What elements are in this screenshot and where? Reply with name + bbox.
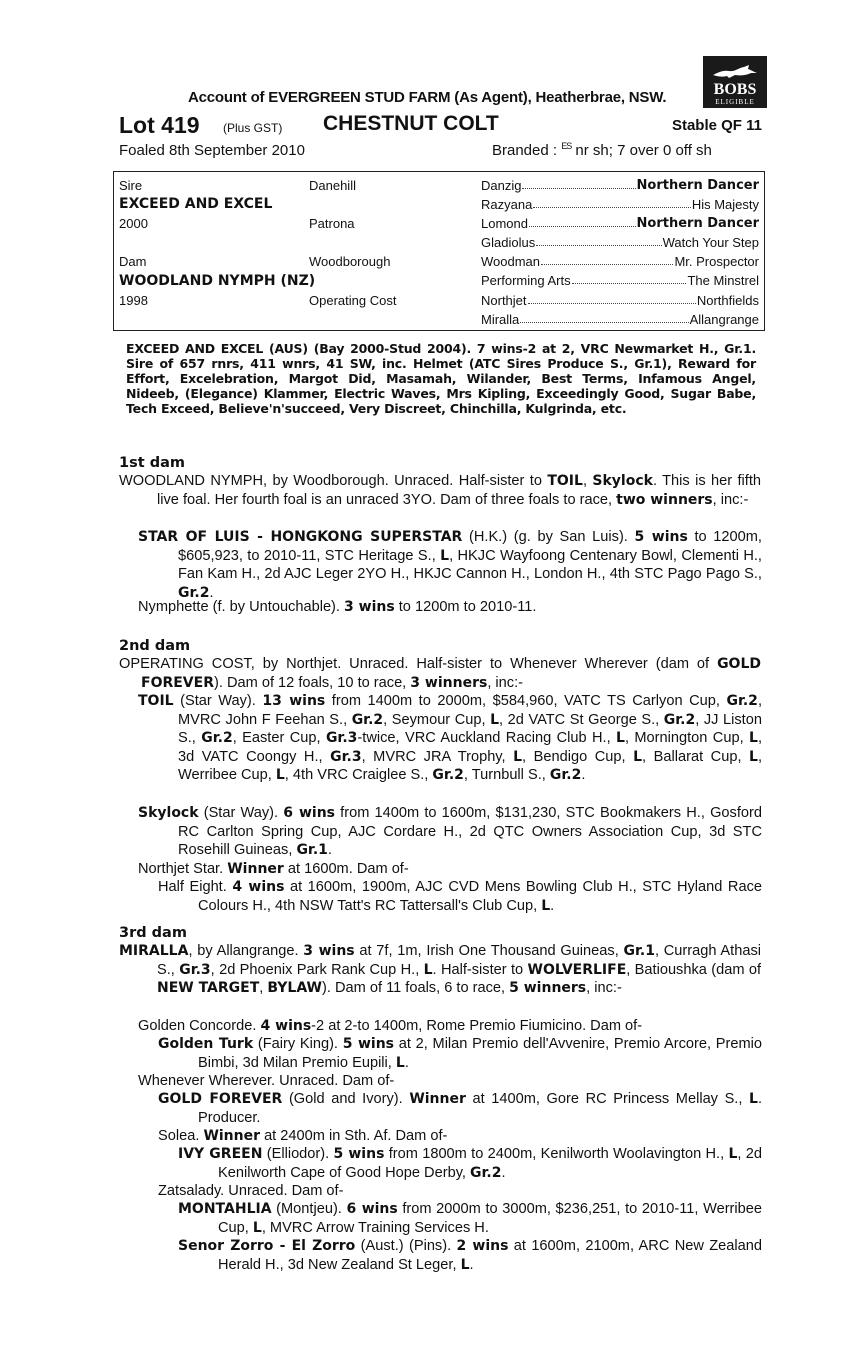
branded-label: Branded : — [492, 142, 558, 159]
text-run: to 1200m to 2010-11. — [394, 599, 537, 615]
text-run: , 4th VRC Craiglee S., — [284, 767, 433, 784]
text-run: , Ballarat Cup, — [642, 748, 750, 765]
second-dam-heading: 2nd dam — [119, 638, 191, 654]
text-run: from 2000m to 3000m, $236,251, to 2010-11, Werribee Cup, — [218, 1201, 763, 1236]
brand-details: nr sh; 7 over 0 off sh — [575, 142, 712, 159]
bold-run: MIRALLA — [119, 943, 189, 959]
text-run: , Mornington Cup, — [624, 730, 750, 747]
text-run: , 2d VATC St George S., — [499, 711, 664, 728]
bold-run: Gr.3 — [330, 748, 362, 765]
bold-run: Gr.3 — [179, 961, 211, 978]
dam-sire: Woodborough — [309, 254, 391, 269]
text-run: , by Allangrange. — [188, 943, 304, 959]
text-run: at 7f, 1m, Irish One Thousand Guineas, — [354, 943, 624, 959]
stable-number: Stable QF 11 — [671, 117, 762, 134]
text-run: OPERATING COST, by Northjet. Unraced. Half-sister to Whenever Wherever (dam of — [119, 656, 718, 672]
second-dam-description — [119, 655, 761, 692]
text-run: . — [550, 897, 555, 914]
bold-run: Skylock — [592, 473, 653, 489]
text-run: Northjet Star. — [138, 861, 228, 877]
sire-sire: Danehill — [309, 178, 356, 193]
text-run: at 1400m, Gore RC Princess Mellay S., — [465, 1091, 750, 1107]
bold-run: 6 wins — [283, 805, 336, 821]
bold-run: L — [541, 897, 551, 914]
text-run: , HKJC Wayfoong Centenary Bowl, Clementi H., Fan Kam H., 2d AJC Leger 2YO H., HKJC Cannon H., London H., 4th STC Pago Pago S., — [178, 547, 762, 583]
bold-run: L — [749, 730, 758, 747]
brand-info — [492, 142, 712, 159]
text-run: ). Dam of 11 foals, 6 to race, — [322, 980, 510, 997]
first-dam-progeny — [138, 528, 762, 602]
plus-gst: (Plus GST) — [223, 121, 283, 135]
bold-run: Gr.2 — [549, 767, 582, 784]
text-run: , MVRC John F Feehan S., — [178, 693, 762, 728]
text-run: (Star Way). — [198, 805, 284, 821]
text-run: , Werribee Cup, — [178, 748, 763, 784]
text-run: , inc:- — [487, 674, 523, 691]
third-dam-grandprogeny — [158, 1090, 762, 1127]
text-run: (Montjeu). — [271, 1201, 347, 1217]
text-run: at 2, Milan Premio dell'Avvenire, Premio Arcore, Premio Bimbi, 3d Milan Premio Eupili, — [198, 1036, 762, 1071]
text-run: from 1400m to 2000m, $584,960, VATC TS Carlyon Cup, — [325, 693, 727, 709]
second-dam-grandprogeny — [158, 878, 762, 915]
bold-run: 5 wins — [634, 529, 688, 545]
text-run: at 1600m. Dam of- — [283, 861, 409, 877]
bold-run: L — [275, 767, 285, 784]
third-dam-description — [119, 942, 761, 998]
gen3-right: Northern Dancer — [636, 216, 759, 231]
bold-run: L — [395, 1054, 405, 1071]
gen3-left: Razyana — [481, 197, 533, 212]
brand-mark: ES — [561, 141, 572, 151]
text-run: , Easter Cup, — [232, 730, 326, 747]
bold-run: L — [616, 730, 625, 747]
bold-run: 4 wins — [232, 879, 285, 895]
bold-run: GOLD FOREVER — [158, 1091, 283, 1107]
gen3-right: His Majesty — [691, 197, 759, 212]
gen3-left: Danzig — [481, 178, 522, 193]
vendor-account: Account of EVERGREEN STUD FARM (As Agent), Heatherbrae, NSW. — [188, 89, 667, 106]
bold-run: L — [513, 748, 523, 765]
text-run: , Seymour Cup, — [383, 711, 491, 728]
third-dam-great-grandprogeny — [178, 1237, 762, 1274]
bold-run: L — [490, 711, 500, 728]
text-run: . This is her fifth live foal. Her fourth foal is an unraced 3YO. Dam of three foals to race, — [157, 473, 762, 508]
text-run: , Curragh Athasi S., — [157, 943, 761, 978]
bold-run: GOLD FOREVER — [141, 656, 761, 691]
text-run: (Star Way). — [173, 693, 263, 709]
text-run: -twice, VRC Auckland Racing Club H., — [357, 730, 617, 747]
bold-run: Winner — [409, 1091, 466, 1107]
bold-run: 3 winners — [410, 674, 488, 691]
third-dam-grandprogeny — [158, 1035, 762, 1072]
text-run: , — [582, 473, 593, 489]
first-dam-heading: 1st dam — [119, 455, 185, 471]
text-run: . — [501, 1164, 506, 1181]
bold-run: 5 winners — [509, 980, 587, 997]
bold-run: Winner — [203, 1128, 261, 1144]
bold-run: L — [749, 748, 758, 765]
third-dam-progeny — [138, 1017, 762, 1036]
bold-run: MONTAHLIA — [178, 1201, 272, 1217]
bold-run: L — [440, 547, 450, 564]
bold-run: IVY GREEN — [178, 1146, 263, 1162]
text-run: Half Eight. — [158, 879, 233, 895]
bold-run: Skylock — [138, 805, 199, 821]
text-run: , inc:- — [712, 491, 749, 508]
text-run: , 2d Phoenix Park Rank Cup H., — [210, 961, 424, 978]
text-run: at 2400m in Sth. Af. Dam of- — [260, 1128, 448, 1144]
dam-year: 1998 — [119, 293, 148, 308]
text-run: ). Dam of 12 foals, 10 to race, — [214, 674, 411, 691]
lot-number: Lot 419 — [119, 112, 200, 138]
text-run: Zatsalady. Unraced. Dam of- — [158, 1183, 344, 1199]
sire-year: 2000 — [119, 216, 148, 231]
dam-dam: Operating Cost — [309, 293, 397, 308]
bold-run: Golden Turk — [158, 1036, 254, 1052]
dam-name: WOODLAND NYMPH (NZ) — [119, 273, 316, 289]
text-run: . Producer. — [198, 1091, 763, 1126]
third-dam-great-grandprogeny — [178, 1200, 762, 1237]
text-run: Solea. — [158, 1128, 204, 1144]
text-run: , MVRC JRA Trophy, — [361, 748, 514, 765]
gen3-right: Northfields — [696, 293, 759, 308]
bold-run: 13 wins — [262, 693, 326, 709]
bold-run: TOIL — [547, 473, 583, 489]
text-run: . — [327, 842, 332, 859]
gen3-left: Woodman — [481, 254, 541, 269]
gen3-row — [481, 273, 759, 288]
gen3-right: Mr. Prospector — [674, 254, 759, 269]
text-run: at 1600m, 1900m, AJC CVD Mens Bowling Club H., STC Hyland Race Colours H., 4th NSW Tatt's RC Tattersall's Club Cup, — [198, 879, 762, 914]
bold-run: Gr.2 — [178, 584, 210, 601]
bold-run: 2 wins — [456, 1238, 509, 1254]
bold-run: BYLAW — [267, 980, 323, 997]
text-run: (H.K.) (g. by San Luis). — [462, 529, 635, 545]
gen3-right: Watch Your Step — [662, 235, 759, 250]
bold-run: Gr.1 — [623, 943, 655, 959]
gen3-left: Gladiolus — [481, 235, 536, 250]
bobs-eligible-logo — [703, 56, 767, 108]
text-run: . — [581, 767, 586, 784]
first-dam-description — [119, 472, 761, 509]
text-run: at 1600m, 2100m, ARC New Zealand Herald H., 3d New Zealand St Leger, — [218, 1238, 762, 1273]
sire-label: Sire — [119, 178, 143, 193]
bold-run: Gr.3 — [325, 730, 358, 747]
third-dam-grandprogeny — [158, 1127, 762, 1146]
bold-run: WOLVERLIFE — [527, 961, 627, 978]
gen3-row — [481, 197, 759, 212]
text-run: , 2d Kenilworth Cape of Good Hope Derby, — [218, 1146, 763, 1181]
bold-run: Gr.2 — [470, 1164, 502, 1181]
text-run: . Half-sister to — [432, 961, 528, 978]
bold-run: 5 wins — [333, 1146, 385, 1162]
horse-description: CHESTNUT COLT — [323, 112, 499, 135]
gen3-left: Northjet — [481, 293, 527, 308]
sire-summary: EXCEED AND EXCEL (AUS) (Bay 2000-Stud 2004). 7 wins-2 at 2, VRC Newmarket H., Gr.1. Sire of 657 rnrs, 411 wnrs, 41 SW, inc. Helmet (ATC Sires Produce S., Gr.1), Reward for Effort, Excelebration, Margot Did, Masamah, Wilander, Best Terms, Infamous Angel, Nideeb, (Elegance) Klammer, Electric Waves, Mrs Kipling, Exceedingly Good, Sugar Babe, Tech Exceed, Believe'n'succeed, Very Discreet, Chinchilla, Kulgrinda, etc. — [126, 341, 756, 416]
sire-dam: Patrona — [309, 216, 355, 231]
bold-run: 5 wins — [342, 1036, 395, 1052]
bold-run: Senor Zorro - El Zorro — [178, 1238, 356, 1254]
bold-run: L — [460, 1256, 470, 1273]
gen3-row — [481, 293, 759, 308]
text-run: Golden Concorde. — [138, 1018, 261, 1034]
logo-text: BOBS — [713, 81, 757, 98]
sire-name: EXCEED AND EXCEL — [119, 196, 273, 212]
text-run: , Turnbull S., — [463, 767, 550, 784]
text-run: -2 at 2-to 1400m, Rome Premio Fiumicino. Dam of- — [311, 1018, 643, 1034]
bold-run: L — [728, 1146, 738, 1162]
bold-run: two winners — [616, 491, 713, 508]
bold-run: L — [749, 1091, 758, 1107]
bold-run: STAR OF LUIS - HONGKONG SUPERSTAR — [138, 529, 463, 545]
text-run: Whenever Wherever. Unraced. Dam of- — [138, 1073, 395, 1089]
third-dam-great-grandprogeny — [178, 1145, 762, 1182]
second-dam-progeny — [138, 804, 762, 860]
text-run: to 1200m, $605,923, to 2010-11, STC Heritage S., — [178, 529, 762, 564]
text-run: . — [209, 584, 214, 601]
second-dam-progeny — [138, 692, 762, 785]
bold-run: L — [633, 748, 643, 765]
gen3-left: Lomond — [481, 216, 528, 231]
bold-run: NEW TARGET — [157, 980, 260, 997]
lot-line — [119, 112, 762, 140]
bold-run: 3 wins — [303, 943, 355, 959]
text-run: , MVRC Arrow Training Services H. — [261, 1219, 489, 1236]
bold-run: TOIL — [138, 693, 174, 709]
text-run: . — [404, 1054, 409, 1071]
gen3-right: Northern Dancer — [636, 178, 759, 193]
third-dam-progeny — [138, 1072, 762, 1091]
gen3-row — [481, 178, 759, 193]
bold-run: Gr.2 — [726, 693, 758, 709]
text-run: , inc:- — [586, 980, 622, 997]
bold-run: Gr.2 — [201, 730, 233, 747]
third-dam-heading: 3rd dam — [119, 925, 187, 941]
bold-run: 3 wins — [344, 599, 395, 615]
gen3-row — [481, 312, 759, 327]
bold-run: Gr.1 — [296, 842, 328, 859]
bold-run: Winner — [227, 861, 284, 877]
gen3-right: The Minstrel — [687, 273, 759, 288]
text-run: WOODLAND NYMPH, by Woodborough. Unraced. Half-sister to — [119, 473, 548, 489]
horse-icon — [711, 64, 759, 80]
text-run: , — [259, 980, 268, 997]
gen3-left: Performing Arts — [481, 273, 571, 288]
text-run: from 1800m to 2400m, Kenilworth Woolavington H., — [384, 1146, 729, 1162]
bold-run: Gr.2 — [663, 711, 696, 728]
text-run: (Gold and Ivory). — [282, 1091, 410, 1107]
gen3-row — [481, 235, 759, 250]
bold-run: L — [423, 961, 433, 978]
pedigree-table — [113, 171, 765, 331]
gen3-right: Allangrange — [689, 312, 759, 327]
text-run: . — [469, 1256, 474, 1273]
text-run: , Batioushka (dam of — [626, 961, 762, 978]
text-run: from 1400m to 1600m, $131,230, STC Bookmakers H., Gosford RC Carlton Spring Cup, AJC Cordare H., 2d QTC Owners Association Cup, 3d STC Rosehill Guineas, — [178, 805, 762, 859]
text-run: (Fairy King). — [253, 1036, 343, 1052]
text-run: (Aust.) (Pins). — [355, 1238, 457, 1254]
text-run: , Bendigo Cup, — [522, 748, 634, 765]
gen3-row — [481, 216, 759, 231]
bold-run: 4 wins — [260, 1018, 312, 1034]
foaled-date: Foaled 8th September 2010 — [119, 142, 305, 159]
bold-run: Gr.2 — [432, 767, 464, 784]
text-run: (Elliodor). — [262, 1146, 334, 1162]
bold-run: L — [252, 1219, 262, 1236]
text-run: , 3d VATC Coongy H., — [178, 730, 762, 765]
third-dam-grandprogeny — [158, 1182, 762, 1201]
text-run: Nymphette (f. by Untouchable). — [138, 599, 345, 615]
bold-run: Gr.2 — [351, 711, 384, 728]
first-dam-progeny — [138, 598, 762, 617]
logo-subtext: ELIGIBLE — [715, 98, 755, 106]
second-dam-progeny — [138, 860, 762, 879]
bold-run: 6 wins — [346, 1201, 398, 1217]
gen3-row — [481, 254, 759, 269]
text-run: , JJ Liston S., — [178, 711, 762, 747]
dam-label: Dam — [119, 254, 147, 269]
gen3-left: Miralla — [481, 312, 520, 327]
